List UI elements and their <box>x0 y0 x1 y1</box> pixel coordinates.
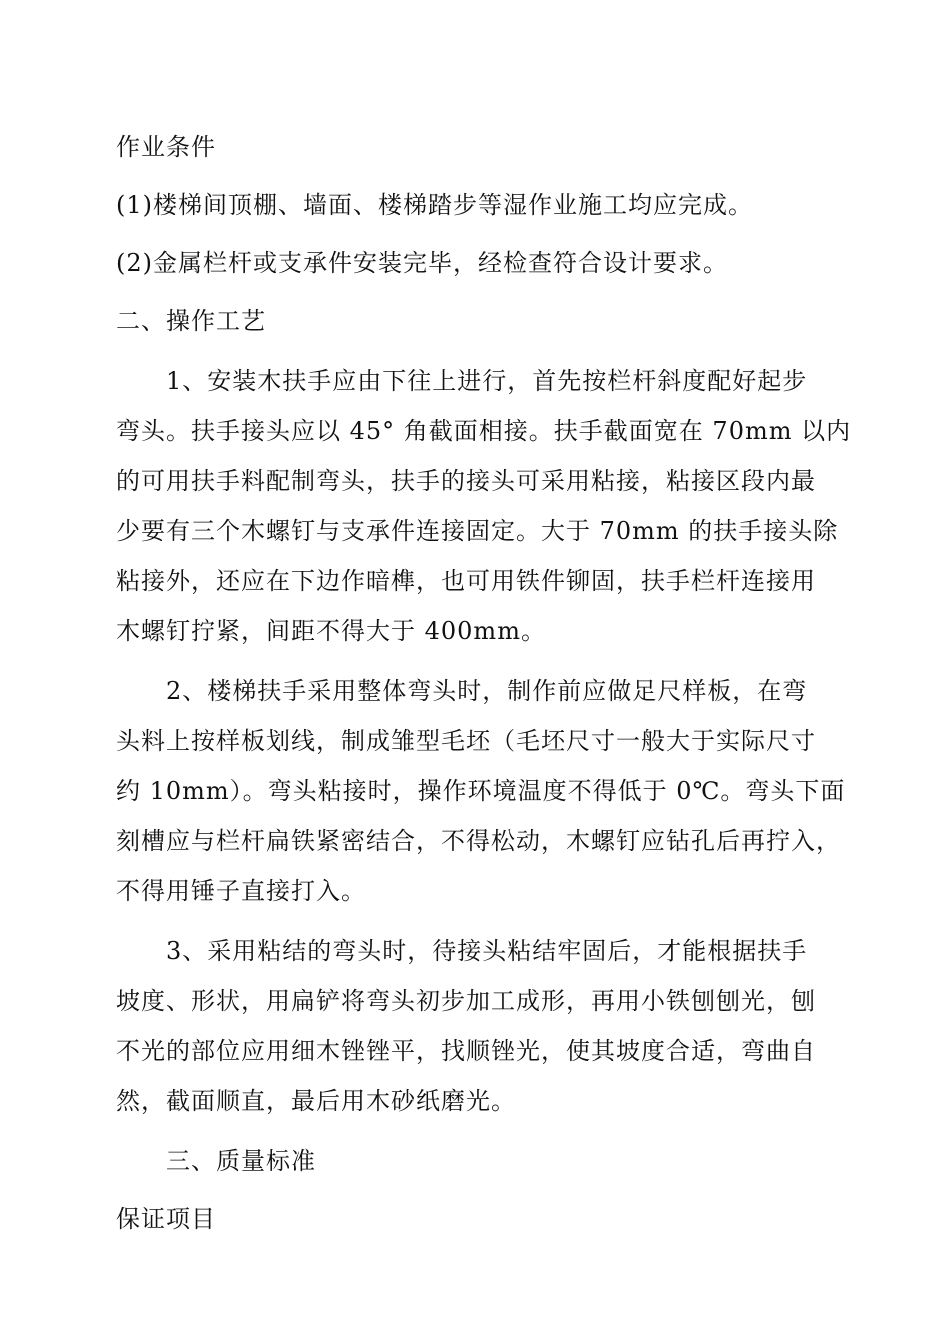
paragraph-line: 2、楼梯扶手采用整体弯头时，制作前应做足尺样板，在弯 <box>166 677 808 705</box>
section-heading-quality: 三、质量标准 <box>166 1147 316 1175</box>
paragraph-line: 约 10mm）。弯头粘接时，操作环境温度不得低于 0℃。弯头下面 <box>116 777 846 805</box>
paragraph-line: 头料上按样板划线，制成雏型毛坯（毛坯尺寸一般大于实际尺寸 <box>116 727 816 755</box>
paragraph-line: 坡度、形状，用扁铲将弯头初步加工成形，再用小铁刨刨光，刨 <box>116 987 816 1015</box>
paragraph-3 <box>116 926 834 1126</box>
document-body <box>116 122 852 1244</box>
paragraph-line: 少要有三个木螺钉与支承件连接固定。大于 70mm 的扶手接头除 <box>116 517 839 545</box>
paragraph-line: 木螺钉拧紧，间距不得大于 400mm。 <box>116 617 546 645</box>
condition-item-1: (1)楼梯间顶棚、墙面、楼梯踏步等湿作业施工均应完成。 <box>116 191 753 219</box>
paragraph-line: 刻槽应与栏杆扁铁紧密结合，不得松动，木螺钉应钻孔后再拧入， <box>116 827 841 855</box>
paragraph-line: 不得用锤子直接打入。 <box>116 877 366 905</box>
paragraph-line: 粘接外，还应在下边作暗榫，也可用铁件铆固，扶手栏杆连接用 <box>116 567 816 595</box>
paragraph-line: 3、采用粘结的弯头时，待接头粘结牢固后，才能根据扶手 <box>166 937 808 965</box>
subheading-guarantee-items: 保证项目 <box>116 1205 216 1233</box>
paragraph-1 <box>116 356 852 656</box>
paragraph-2 <box>116 666 846 916</box>
paragraph-line: 不光的部位应用细木锉锉平，找顺锉光，使其坡度合适，弯曲自 <box>116 1037 816 1065</box>
paragraph-line: 1、安装木扶手应由下往上进行，首先按栏杆斜度配好起步 <box>166 367 808 395</box>
section-heading-process: 二、操作工艺 <box>116 307 266 335</box>
paragraph-line: 然，截面顺直，最后用木砂纸磨光。 <box>116 1087 516 1115</box>
paragraph-line: 弯头。扶手接头应以 45° 角截面相接。扶手截面宽在 70mm 以内 <box>116 417 852 445</box>
paragraph-line: 的可用扶手料配制弯头，扶手的接头可采用粘接，粘接区段内最 <box>116 467 816 495</box>
section-heading-conditions: 作业条件 <box>116 133 216 161</box>
condition-item-2: (2)金属栏杆或支承件安装完毕，经检查符合设计要求。 <box>116 249 728 277</box>
